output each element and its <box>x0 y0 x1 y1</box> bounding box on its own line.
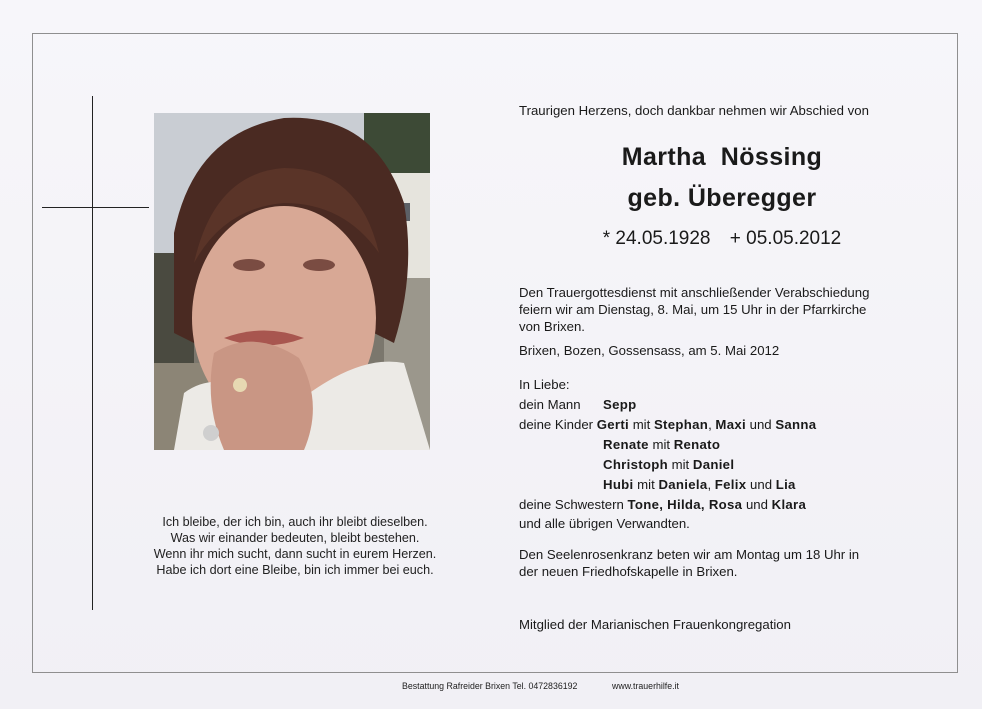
life-dates <box>520 228 924 250</box>
rosary-line: der neuen Friedhofskapelle in Brixen. <box>519 564 738 579</box>
connector-text: mit <box>637 477 655 492</box>
rosary-line: Den Seelenrosenkranz beten wir am Montag um 18 Uhr in <box>519 547 860 562</box>
poem-line: Was wir einander bedeuten, bleibt bestehen. <box>170 531 420 545</box>
child-name: Felix <box>714 477 747 492</box>
children-row <box>519 415 816 435</box>
poem-line: Ich bleibe, der ich bin, auch ihr bleibt dieselben. <box>162 515 428 529</box>
website-link[interactable]: www.trauerhilfe.it <box>612 681 679 691</box>
connector-text: mit <box>671 457 690 472</box>
birth-date: * 24.05.1928 <box>602 228 711 249</box>
intro-text: Traurigen Herzens, doch dankbar nehmen wir Abschied von <box>519 103 869 118</box>
children-row <box>519 475 816 495</box>
husband-name: Sepp <box>603 397 637 412</box>
partner-name: Sanna <box>775 417 817 432</box>
partner-name: Stephan <box>653 417 709 432</box>
cross-vertical-bar <box>92 96 93 610</box>
place-date: Brixen, Bozen, Gossensass, am 5. Mai 2012 <box>519 343 780 358</box>
connector-text: und <box>750 477 773 492</box>
poem-line: Habe ich dort eine Bleibe, bin ich immer bei euch. <box>156 563 434 577</box>
child-name: Christoph <box>603 457 668 472</box>
partner-name: Lia <box>775 477 796 492</box>
sisters-label: deine Schwestern <box>519 497 624 512</box>
connector-text: mit <box>632 417 651 432</box>
child-name: Renate <box>603 437 649 452</box>
poem-line: Wenn ihr mich sucht, dann sucht in eurem Herzen. <box>153 547 437 561</box>
maiden-name: geb. Überegger <box>627 184 817 212</box>
children-row <box>519 435 816 455</box>
mourners-list <box>519 375 816 535</box>
rosary-announcement <box>519 546 859 580</box>
connector-text: mit <box>652 437 671 452</box>
separator: , <box>708 417 712 432</box>
service-line: Den Trauergottesdienst mit anschließender Verabschiedung <box>519 285 870 300</box>
separator: , <box>707 477 712 492</box>
sisters-row <box>519 495 816 515</box>
service-line: feiern wir am Dienstag, 8. Mai, um 15 Uhr in der Pfarrkirche <box>519 302 867 317</box>
love-heading: In Liebe: <box>519 377 570 392</box>
portrait-photo <box>154 113 430 450</box>
partner-name: Renato <box>673 437 721 452</box>
partner-name: Daniela <box>658 477 708 492</box>
child-name: Gerti <box>596 417 630 432</box>
husband-label: dein Mann <box>519 397 581 412</box>
death-date: + 05.05.2012 <box>729 228 842 249</box>
partner-name: Daniel <box>692 457 735 472</box>
others-row: und alle übrigen Verwandten. <box>519 516 690 531</box>
children-label: deine Kinder <box>519 417 594 432</box>
service-line: von Brixen. <box>519 319 585 334</box>
deceased-name: Martha Nössing <box>621 143 823 171</box>
cross-horizontal-bar <box>42 207 149 208</box>
connector-text: und <box>749 417 772 432</box>
connector-text: und <box>745 497 768 512</box>
child-name: Maxi <box>715 417 746 432</box>
service-announcement <box>519 284 869 335</box>
membership-note: Mitglied der Marianischen Frauenkongregation <box>519 617 791 632</box>
husband-row <box>519 395 816 415</box>
sisters-names: Tone, Hilda, Rosa <box>627 497 743 512</box>
funeral-home-contact: Bestattung Rafreider Brixen Tel. 0472836192 <box>402 681 578 691</box>
poem <box>100 514 490 578</box>
children-row <box>519 455 816 475</box>
sister-name: Klara <box>771 497 807 512</box>
child-name: Hubi <box>603 477 634 492</box>
